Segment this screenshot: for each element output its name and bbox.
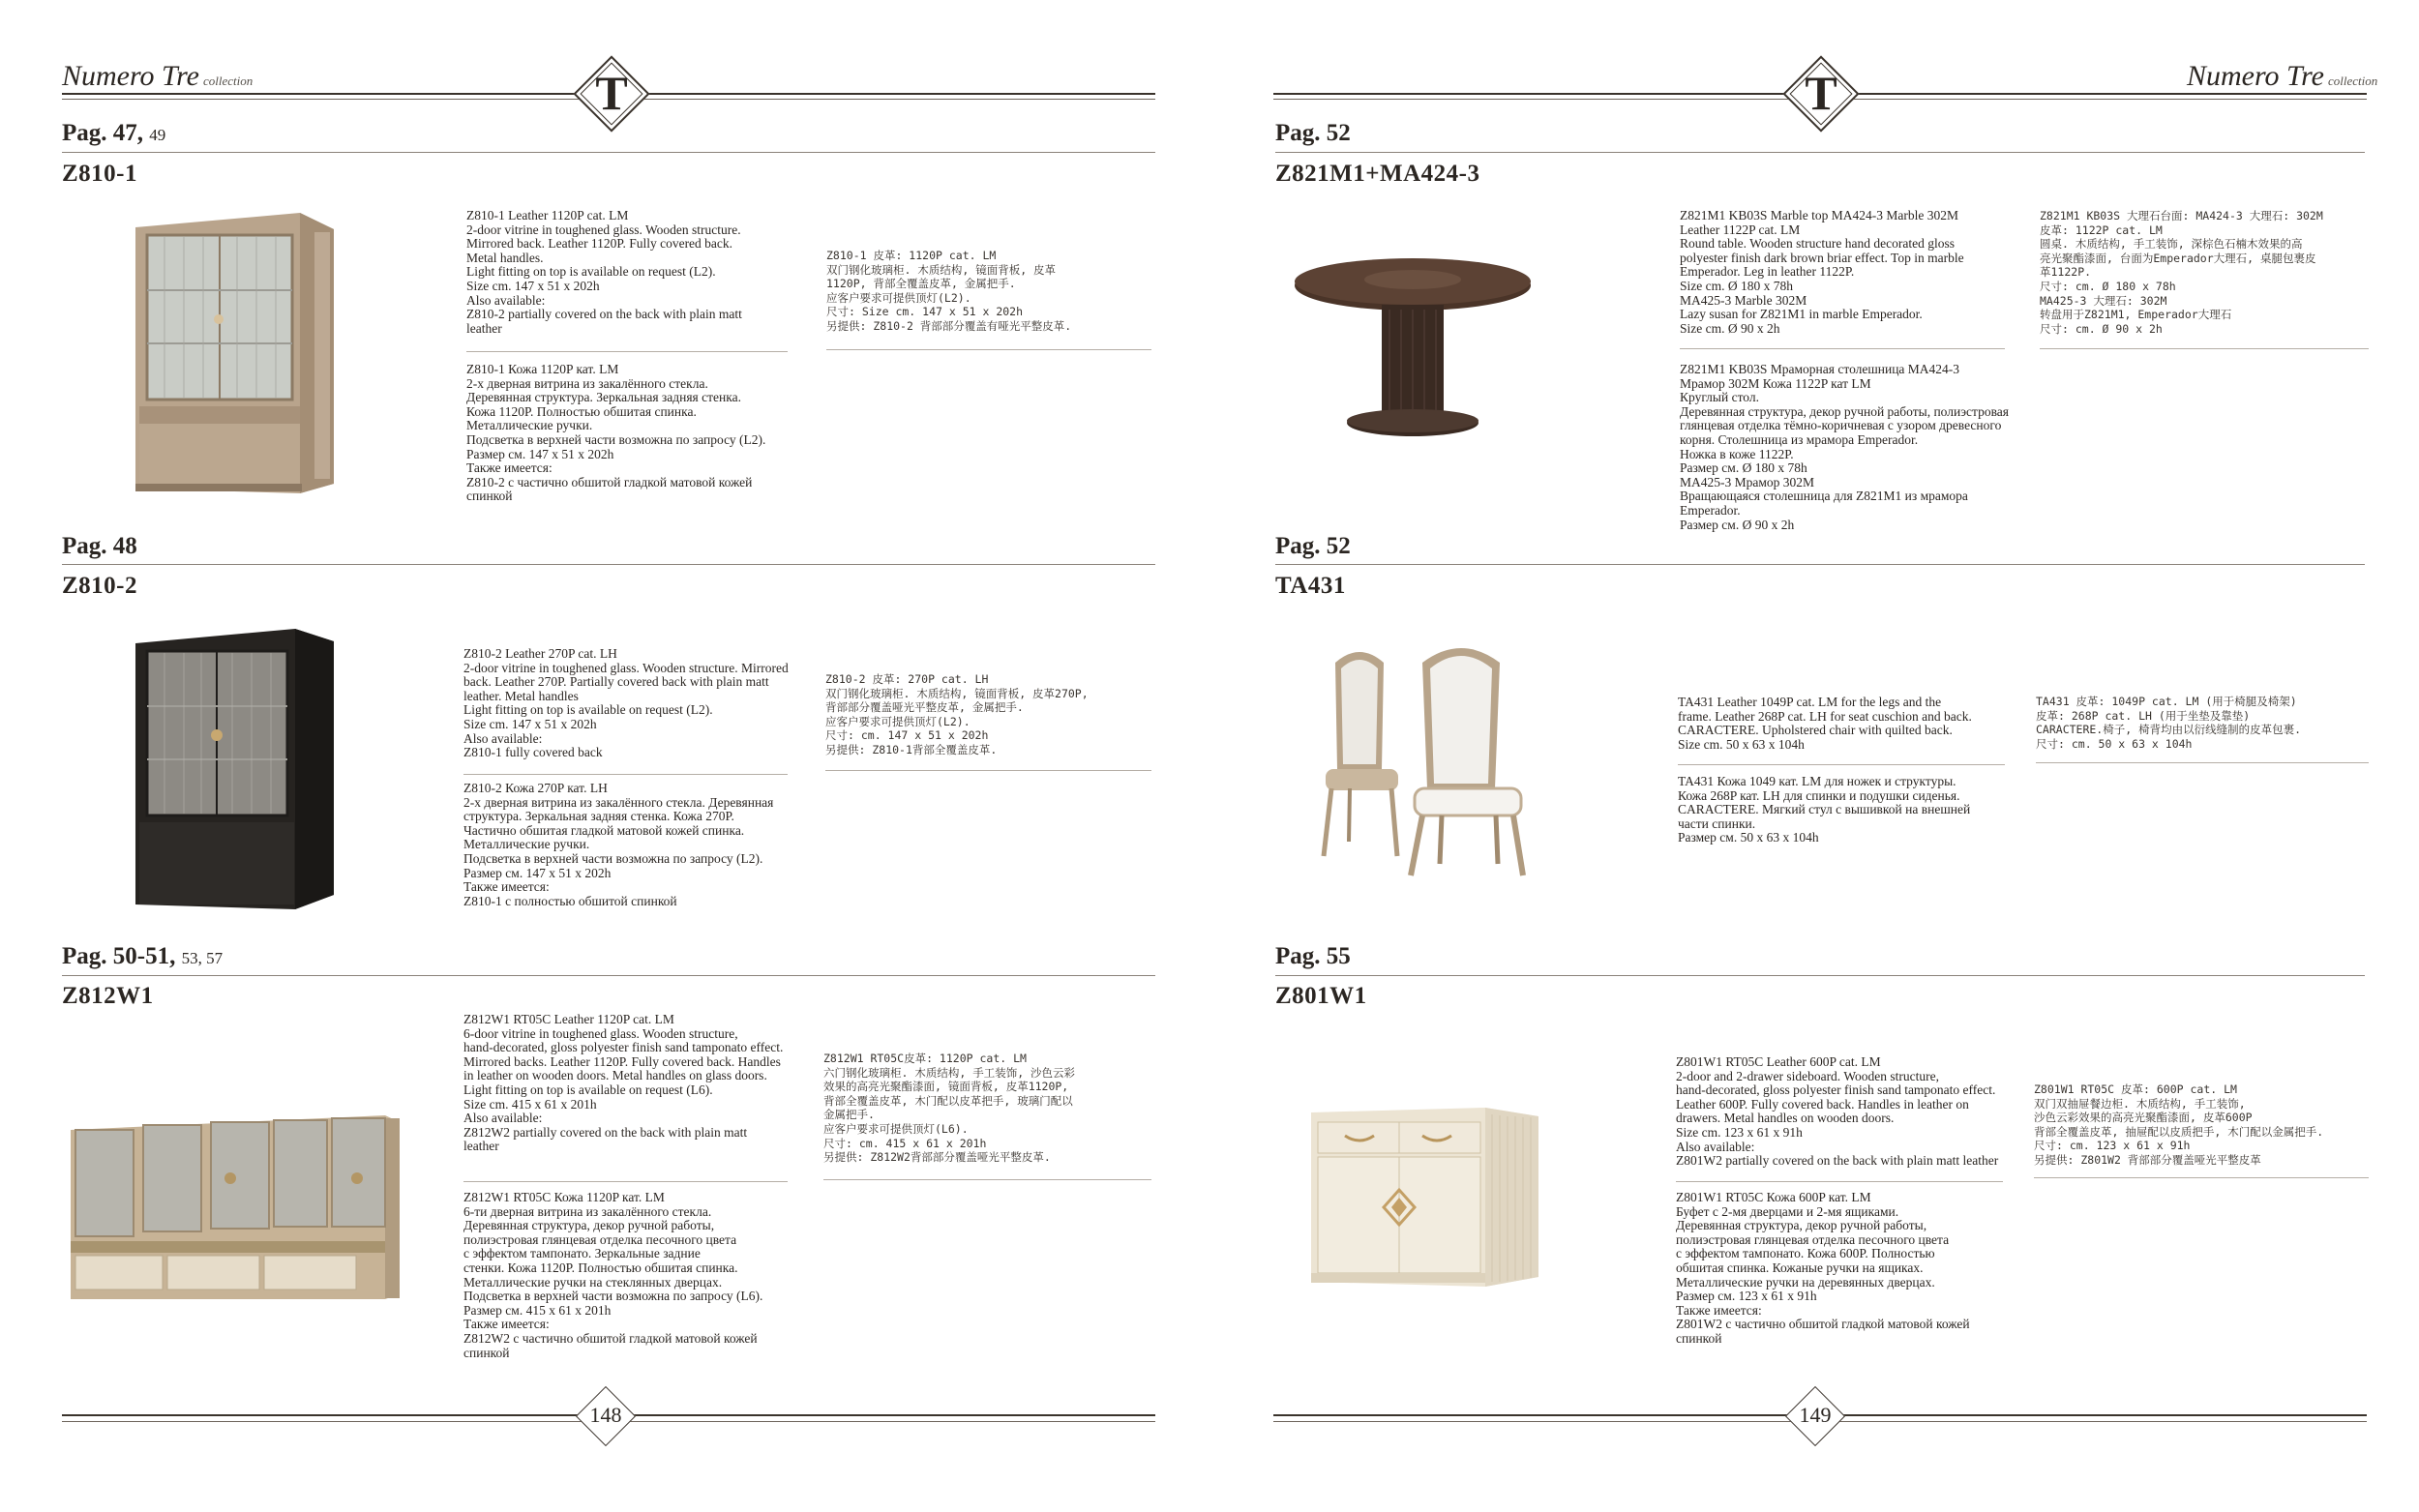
section-rule (62, 975, 1155, 976)
text-divider (2034, 1177, 2369, 1178)
page-number-badge (575, 1385, 637, 1447)
page-number: 148 (589, 1403, 622, 1427)
product-code: Z810-1 (62, 161, 137, 187)
section-rule (62, 152, 1155, 153)
page-reference: Pag. 52 (1275, 533, 1351, 559)
product-description-ru: Z801W1 RT05C Кожа 600P кат. LM Буфет с 2-мя дверцами и 2-мя ящиками. Деревянная структура, декор ручной работы, полиэстровая глянцевая отделка песочного цвета с эффектом тампонато. Кожа 600P. Полностью обшитая спинка. Кожаные ручки на ящиках. Металлические ручки на деревянных дверцах. Размер см. 123 x 61 x 91h Также имеется: Z801W2 с частично обшитой гладкой матовой кожей спинкой (1676, 1190, 1970, 1346)
text-divider (826, 349, 1151, 350)
page-reference: Pag. 48 (62, 533, 137, 559)
product-description-ru: Z810-2 Кожа 270P кат. LH 2-х дверная витрина из закалённого стекла. Деревянная структура. Зеркальная задняя стенка. Кожа 270P. Частично обшитая гладкой матовой кожей спинка. Металлические ручки. Подсветка в верхней части возможна по запросу (L2). Размер см. 147 x 51 x 202h Также имеется: Z810-1 с полностью обшитой спинкой (463, 781, 774, 908)
vitrine-image (126, 208, 358, 498)
page-reference: Pag. 55 (1275, 943, 1351, 969)
product-description-en: TA431 Leather 1049P cat. LM for the legs and the frame. Leather 268P cat. LH for seat cuschion and back. CARACTERE. Upholstered chair with quilted back. Size cm. 50 x 63 x 104h (1678, 695, 1972, 752)
text-divider (825, 770, 1151, 771)
section-rule (1275, 975, 2365, 976)
section-rule (1275, 152, 2365, 153)
page-number-badge (1784, 1385, 1846, 1447)
product-description-ru: TA431 Кожа 1049 кат. LM для ножек и структуры. Кожа 268P кат. LH для спинки и подушки сиденья. CARACTERE. Мягкий стул с вышивкой на внешней части спинки. Размер см. 50 x 63 x 104h (1678, 774, 1971, 845)
text-divider (463, 774, 788, 775)
monogram-emblem: T (1782, 55, 1860, 133)
product-description-cn: TA431 皮革: 1049P cat. LM (用于椅腿及椅架) 皮革: 268P cat. LH (用于坐垫及靠垫) CARACTERE.椅子, 椅背均由以衍线缝制的皮革包裹. 尺寸: cm. 50 x 63 x 104h (2036, 695, 2302, 751)
round-table-image (1287, 247, 1538, 455)
product-description-ru: Z812W1 RT05C Кожа 1120P кат. LM 6-ти дверная витрина из закалённого стекла. Деревянная структура, декор ручной работы, полиэстровая глянцевая отделка песочного цвета с эффектом тампонато. Зеркальные задние стенки. Кожа 1120P. Полностью обшитая спинка. Металлические ручки на стеклянных дверцах. Подсветка в верхней части возможна по запросу (L6). Размер см. 415 x 61 x 201h Также имеется: Z812W2 с частично обшитой гладкой матовой кожей спинкой (463, 1190, 763, 1360)
product-description-en: Z821M1 KB03S Marble top MA424-3 Marble 302M Leather 1122P cat. LM Round table. Wooden structure hand decorated gloss polyester finish dark brown briar effect. Top in marble Emperador. Leg in leather 1122P. Size cm. Ø 180 x 78h MA425-3 Marble 302M Lazy susan for Z821M1 in marble Emperador. Size cm. Ø 90 x 2h (1680, 208, 1964, 336)
text-divider (2040, 348, 2369, 349)
product-description-en: Z810-2 Leather 270P cat. LH 2-door vitrine in toughened glass. Wooden structure. Mirrored back. Leather 270P. Partially covered back with plain matt leather. Metal handles Light fitting on top is available on request (L2). Size cm. 147 x 51 x 202h Also available: Z810-1 fully covered back (463, 646, 789, 760)
page-number: 149 (1799, 1403, 1832, 1427)
product-description-en: Z812W1 RT05C Leather 1120P cat. LM 6-door vitrine in toughened glass. Wooden structure, hand-decorated, gloss polyester finish sand tamponato effect. Mirrored backs. Leather 1120P. Fully covered back. Handles in leather on wooden doors. Metal handles on glass doors. Light fitting on top is available on request (L6). Size cm. 415 x 61 x 201h Also available: Z812W2 partially covered on the back with plain matt leather (463, 1012, 784, 1154)
text-divider (1678, 764, 2005, 765)
text-divider (463, 1181, 788, 1182)
product-code: Z821M1+MA424-3 (1275, 161, 1480, 187)
catalog-page-right (1210, 0, 2419, 1512)
page-reference: Pag. 50-51, 53, 57 (62, 943, 224, 969)
product-code: TA431 (1275, 573, 1346, 599)
product-description-en: Z810-1 Leather 1120P cat. LM 2-door vitrine in toughened glass. Wooden structure. Mirrored back. Leather 1120P. Fully covered back. Metal handles. Light fitting on top is available on request (L2). Size cm. 147 x 51 x 202h Also available: Z810-2 partially covered on the back with plain matt leather (466, 208, 742, 336)
product-code: Z810-2 (62, 573, 137, 599)
sideboard-vitrine-image (66, 1111, 414, 1304)
text-divider (823, 1179, 1151, 1180)
product-description-cn: Z810-1 皮革: 1120P cat. LM 双门钢化玻璃柜. 木质结构, 镜面背板, 皮革 1120P, 背部全覆盖皮革, 金属把手. 应客户要求可提供顶灯(L2). 尺寸: Size cm. 147 x 51 x 202h 另提供: Z810-2 背部部分覆盖有哑光平整皮革. (826, 249, 1072, 333)
section-rule (62, 564, 1155, 565)
product-description-cn: Z810-2 皮革: 270P cat. LH 双门钢化玻璃柜. 木质结构, 镜面背板, 皮革270P, 背部部分覆盖哑光平整皮革, 金属把手. 应客户要求可提供顶灯(L2). 尺寸: cm. 147 x 51 x 202h 另提供: Z810-1背部全覆盖皮革. (825, 672, 1089, 756)
product-description-cn: Z812W1 RT05C皮革: 1120P cat. LM 六门钢化玻璃柜. 木质结构, 手工装饰, 沙色云彩 效果的高亮光聚酯漆面, 镜面背板, 皮革1120P, 背部全覆盖皮革, 木门配以皮革把手, 玻璃门配以 金属把手. 应客户要求可提供顶灯(L6). 尺寸: cm. 415 x 61 x 201h 另提供: Z812W2背部部分覆盖哑光平整皮革. (823, 1052, 1076, 1165)
text-divider (466, 351, 788, 352)
product-code: Z812W1 (62, 983, 154, 1009)
product-description-cn: Z801W1 RT05C 皮革: 600P cat. LM 双门双抽屉餐边柜. 木质结构, 手工装饰, 沙色云彩效果的高亮光聚酯漆面, 皮革600P 背部全覆盖皮革, 抽屉配以皮质把手, 木门配以金属把手. 尺寸: cm. 123 x 61 x 91h 另提供: Z801W2 背部部分覆盖哑光平整皮革 (2034, 1082, 2324, 1167)
page-reference: Pag. 52 (1275, 120, 1351, 146)
product-description-ru: Z821M1 KB03S Мраморная столешница MA424-3 Мрамор 302M Кожа 1122P кат LM Круглый стол. Деревянная структура, декор ручной работы, полиэстровая глянцевая отделка тёмно-коричневая с узором древесного корня. Столешница из мрамора Emperador. Ножка в коже 1122P. Размер см. Ø 180 x 78h MA425-3 Мрамор 302M Вращающаяся столешница для Z821M1 из мрамора Emperador. Размер см. Ø 90 x 2h (1680, 362, 2009, 532)
text-divider (1680, 348, 2005, 349)
vitrine-image (126, 624, 358, 914)
brand-logo: Numero Tre collection (62, 60, 254, 92)
brand-logo: Numero Tre collection (2187, 60, 2378, 92)
text-divider (2036, 762, 2369, 763)
product-code: Z801W1 (1275, 983, 1367, 1009)
monogram-emblem: T (573, 55, 650, 133)
product-description-en: Z801W1 RT05C Leather 600P cat. LM 2-door and 2-drawer sideboard. Wooden structure, hand-decorated, gloss polyester finish sand tamponato effect. Leather 600P. Fully covered back. Handles in leather on drawers. Metal handles on wooden doors. Size cm. 123 x 61 x 91h Also available: Z801W2 partially covered on the back with plain matt leather (1676, 1054, 1999, 1169)
section-rule (1275, 564, 2365, 565)
chairs-image (1306, 634, 1538, 885)
product-description-ru: Z810-1 Кожа 1120P кат. LM 2-х дверная витрина из закалённого стекла. Деревянная структура. Зеркальная задняя стенка. Кожа 1120P. Полностью обшитая спинка. Металлические ручки. Подсветка в верхней части возможна по запросу (L2). Размер см. 147 x 51 x 202h Также имеется: Z810-2 с частично обшитой гладкой матовой кожей спинкой (466, 362, 766, 504)
page-reference: Pag. 47, 49 (62, 120, 166, 146)
sideboard-image (1306, 1103, 1548, 1296)
product-description-cn: Z821M1 KB03S 大理石台面: MA424-3 大理石: 302M 皮革: 1122P cat. LM 圆桌. 木质结构, 手工装饰, 深棕色石楠木效果的高 亮光聚酯漆面, 台面为Emperador大理石, 桌腿包裹皮 革1122P. 尺寸: cm. Ø 180 x 78h MA425-3 大理石: 302M 转盘用于Z821M1, Emperador大理石 尺寸: cm. Ø 90 x 2h (2040, 209, 2323, 336)
text-divider (1676, 1181, 2003, 1182)
